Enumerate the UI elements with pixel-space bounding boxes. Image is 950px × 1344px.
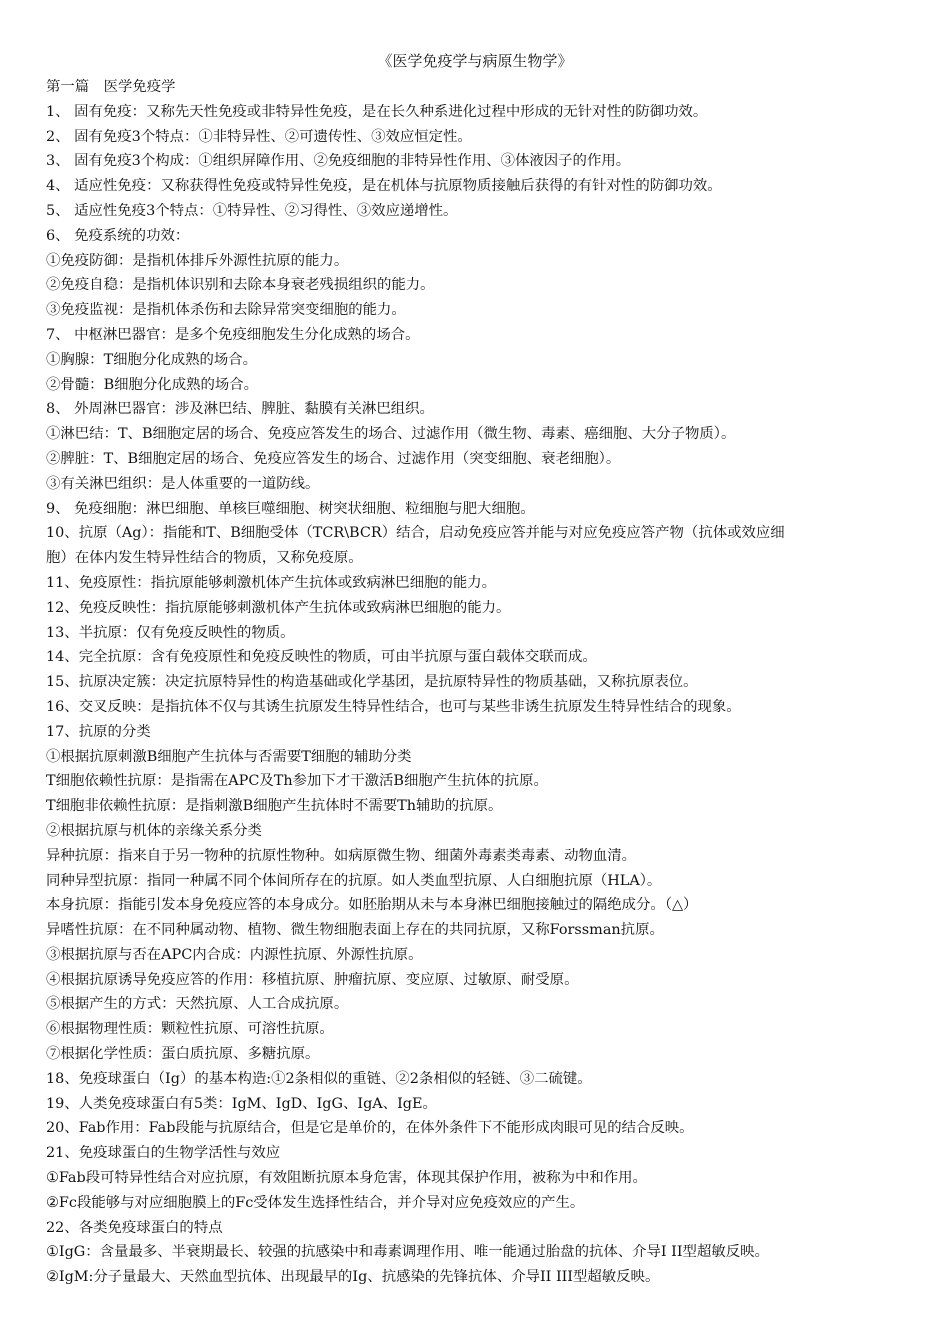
text-line: T细胞依赖性抗原：是指需在APC及Th参加下才干激活B细胞产生抗体的抗原。 [46, 773, 548, 790]
text-line: 10、抗原（Ag）：指能和T、B细胞受体（TCR\BCR）结合，启动免疫应答并能与对应免疫应答产物（抗体或效应细 [46, 525, 785, 542]
text-line: 20、Fab作用：Fab段能与抗原结合，但是它是单价的，在体外条件下不能形成肉眼可见的结合反映。 [46, 1120, 694, 1137]
text-line: 16、交叉反映：是指抗体不仅与其诱生抗原发生特异性结合，也可与某些非诱生抗原发生特异性结合的现象。 [46, 698, 741, 715]
text-line: ⑤根据产生的方式：天然抗原、人工合成抗原。 [46, 996, 349, 1013]
text-line: 同种异型抗原：指同一种属不同个体间所存在的抗原。如人类血型抗原、人白细胞抗原（HLA）。 [46, 872, 662, 889]
text-line: 14、完全抗原：含有免疫原性和免疫反映性的物质，可由半抗原与蛋白载体交联而成。 [46, 649, 597, 666]
text-line: 第一篇 医学免疫学 [46, 79, 176, 95]
text-line: ③有关淋巴组织：是人体重要的一道防线。 [46, 475, 320, 492]
text-line: 2、 固有免疫3个特点：①非特异性、②可遗传性、③效应恒定性。 [46, 128, 472, 145]
text-line: ①淋巴结：T、B细胞定居的场合、免疫应答发生的场合、过滤作用（微生物、毒素、癌细胞、大分子物质）。 [46, 426, 736, 443]
text-line: 22、各类免疫球蛋白的特点 [46, 1219, 223, 1236]
text-line: T细胞非依赖性抗原：是指刺激B细胞产生抗体时不需要Th辅助的抗原。 [46, 798, 503, 815]
text-line: 3、 固有免疫3个构成：①组织屏障作用、②免疫细胞的非特异性作用、③体液因子的作用。 [46, 153, 631, 170]
text-line: 异嗜性抗原：在不同种属动物、植物、微生物细胞表面上存在的共同抗原，又称Forssman抗原。 [46, 922, 664, 939]
text-line: 6、 免疫系统的功效： [46, 227, 190, 244]
text-line: ③根据抗原与否在APC内合成：内源性抗原、外源性抗原。 [46, 946, 423, 963]
text-line: ②根据抗原与机体的亲缘关系分类 [46, 822, 262, 839]
text-line: 13、半抗原：仅有免疫反映性的物质。 [46, 624, 295, 641]
text-line: ③免疫监视：是指机体杀伤和去除异常突变细胞的能力。 [46, 302, 406, 319]
text-line: 7、 中枢淋巴器官：是多个免疫细胞发生分化成熟的场合。 [46, 326, 420, 343]
text-line: 4、 适应性免疫：又称获得性免疫或特异性免疫，是在机体与抗原物质接触后获得的有针对性的防御功效。 [46, 178, 722, 195]
text-line: ①免疫防御：是指机体排斥外源性抗原的能力。 [46, 252, 349, 269]
text-line: ⑦根据化学性质：蛋白质抗原、多糖抗原。 [46, 1046, 320, 1063]
text-line: ②骨髓：B细胞分化成熟的场合。 [46, 376, 259, 393]
text-line: 11、免疫原性：指抗原能够刺激机体产生抗体或致病淋巴细胞的能力。 [46, 574, 497, 591]
text-line: 5、 适应性免疫3个特点：①特异性、②习得性、③效应递增性。 [46, 202, 458, 219]
text-line: ⑥根据物理性质：颗粒性抗原、可溶性抗原。 [46, 1021, 334, 1038]
text-line: 胞）在体内发生特异性结合的物质，又称免疫原。 [46, 550, 363, 567]
text-line: ①Fab段可特异性结合对应抗原，有效阻断抗原本身危害，体现其保护作用，被称为中和作用。 [46, 1170, 647, 1187]
text-line: ②IgM:分子量最大、天然血型抗体、出现最早的Ig、抗感染的先锋抗体、介导II III型超敏反映。 [46, 1269, 660, 1286]
text-line: ②免疫自稳：是指机体识别和去除本身衰老残损组织的能力。 [46, 277, 435, 294]
document-title: 《医学免疫学与病原生物学》 [377, 52, 573, 70]
text-line: 1、 固有免疫：又称先天性免疫或非特异性免疫，是在长久种系进化过程中形成的无针对性的防御功效。 [46, 103, 708, 120]
text-line: 8、 外周淋巴器官：涉及淋巴结、脾脏、黏膜有关淋巴组织。 [46, 401, 434, 418]
text-line: ②Fc段能够与对应细胞膜上的Fc受体发生选择性结合，并介导对应免疫效应的产生。 [46, 1194, 585, 1211]
text-line: 12、免疫反映性：指抗原能够刺激机体产生抗体或致病淋巴细胞的能力。 [46, 599, 511, 616]
text-line: 21、免疫球蛋白的生物学活性与效应 [46, 1145, 281, 1162]
text-line: 19、人类免疫球蛋白有5类：IgM、IgD、IgG、IgA、IgE。 [46, 1095, 437, 1112]
text-line: ④根据抗原诱导免疫应答的作用：移植抗原、肿瘤抗原、变应原、过敏原、耐受原。 [46, 971, 579, 988]
document-body [46, 75, 914, 1290]
text-line: 15、抗原决定簇：决定抗原特异性的构造基础或化学基团，是抗原特异性的物质基础，又称抗原表位。 [46, 674, 698, 691]
text-line: ②脾脏：T、B细胞定居的场合、免疫应答发生的场合、过滤作用（突变细胞、衰老细胞）。 [46, 450, 621, 467]
text-line: ①根据抗原刺激B细胞产生抗体与否需要T细胞的辅助分类 [46, 748, 412, 765]
text-line: 本身抗原：指能引发本身免疫应答的本身成分。如胚胎期从未与本身淋巴细胞接触过的隔绝成分。（△） [46, 897, 698, 914]
text-line: ①胸腺：T细胞分化成熟的场合。 [46, 351, 258, 368]
text-line: 17、抗原的分类 [46, 723, 151, 740]
text-line: 18、免疫球蛋白（Ig）的基本构造:①2条相似的重链、②2条相似的轻链、③二硫键。 [46, 1070, 592, 1087]
text-line: 9、 免疫细胞：淋巴细胞、单核巨噬细胞、树突状细胞、粒细胞与肥大细胞。 [46, 500, 535, 517]
text-line: ①IgG：含量最多、半衰期最长、较强的抗感染中和毒素调理作用、唯一能通过胎盘的抗体、介导I II型超敏反映。 [46, 1244, 769, 1261]
text-line: 异种抗原：指来自于另一物种的抗原性物种。如病原微生物、细菌外毒素类毒素、动物血清。 [46, 847, 637, 864]
